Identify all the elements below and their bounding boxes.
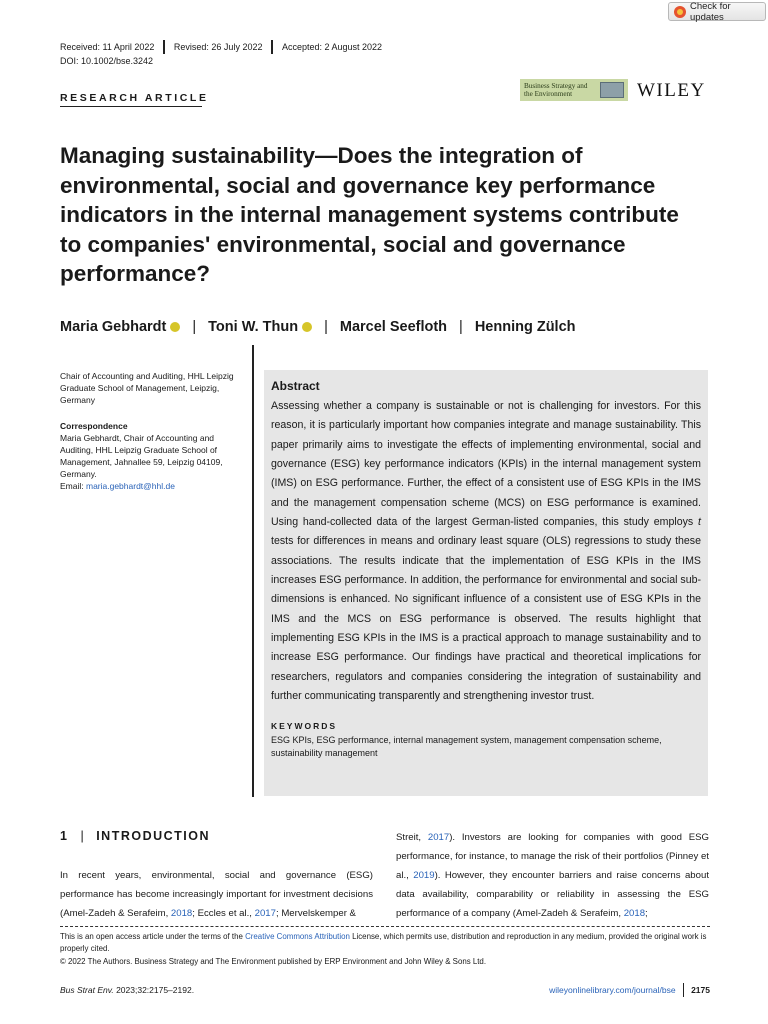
citation-link[interactable]: 2017 bbox=[254, 908, 276, 919]
body-text: Streit, bbox=[396, 832, 428, 843]
author-divider: | bbox=[324, 319, 328, 335]
body-text: ; Eccles et al., bbox=[192, 908, 255, 919]
journal-logo-text: Business Strategy and the Environment bbox=[524, 82, 588, 98]
section-title: INTRODUCTION bbox=[96, 829, 211, 843]
intro-left-column bbox=[60, 866, 373, 923]
footer-divider bbox=[683, 983, 685, 997]
page-footer bbox=[549, 983, 710, 997]
abstract-heading: Abstract bbox=[271, 379, 320, 393]
date-divider bbox=[163, 40, 165, 54]
license-text: This is an open access article under the terms of the bbox=[60, 932, 246, 941]
body-text: ). However, they encounter barriers and raise concerns about data availability, comparability or reliability in assessing the ESG performance of a company (Amel-Zadeh & Serafeim, bbox=[396, 870, 709, 919]
author-info-sidebar bbox=[60, 370, 242, 492]
section-heading bbox=[60, 829, 210, 843]
article-type: RESEARCH ARTICLE bbox=[60, 92, 209, 104]
author-divider: | bbox=[192, 319, 197, 335]
citation-link[interactable]: 2019 bbox=[413, 870, 435, 881]
article-title: Managing sustainability—Does the integration of environmental, social and governance key performance indicators in the internal management systems contribute to companies' environmental, social and governance performance? bbox=[60, 143, 679, 286]
email-link[interactable]: maria.gebhardt@hhl.de bbox=[85, 481, 175, 491]
orcid-icon[interactable] bbox=[302, 322, 312, 332]
article-dates bbox=[60, 40, 382, 54]
orcid-icon[interactable] bbox=[170, 322, 180, 332]
license-divider bbox=[60, 926, 710, 927]
keywords-heading: KEYWORDS bbox=[271, 720, 338, 731]
abstract-text-part: tests for differences in means and ordinary least square (OLS) regressions to study these associations. The results indicate that the implementation of ESG KPIs in the IMS increases ESG performance. In addition, the performance for environmental and social sub-dimensions is enhanced. No significant influence of a consistent use of ESG KPIs in the IMS and the MCS on ESG performance is observed. The results highlight that implementing ESG KPIs in the IMS is a practical approach to manage sustainability and to increase ESG performance. Our findings have practical and theoretical implications for researchers, regulators and companies considering the integration of sustainability and further communicating transparently and strengthening investor trust. bbox=[271, 535, 701, 703]
doi: DOI: 10.1002/bse.3242 bbox=[60, 56, 154, 66]
license-text: License, which permits use, distribution and reproduction in any medium, provided the original work is properly cited. bbox=[60, 932, 707, 954]
author-divider: | bbox=[459, 319, 463, 335]
crossmark-icon bbox=[674, 6, 686, 18]
license-line bbox=[60, 931, 710, 956]
intro-right-column bbox=[396, 828, 709, 923]
citation-link[interactable]: 2018 bbox=[623, 908, 646, 919]
section-number: 1 bbox=[60, 829, 69, 843]
journal-logo-image bbox=[600, 82, 624, 98]
citation-footer bbox=[60, 985, 194, 995]
keywords-text: ESG KPIs, ESG performance, internal management system, management compensation scheme, sustainability management bbox=[271, 734, 662, 758]
correspondence-heading: Correspondence bbox=[60, 421, 128, 431]
author-name[interactable]: Maria Gebhardt bbox=[60, 319, 167, 335]
abstract-box bbox=[264, 370, 708, 796]
publisher-logo[interactable]: WILEY bbox=[637, 80, 706, 101]
section-divider: | bbox=[80, 829, 86, 843]
body-text: In recent years, environmental, social and governance (ESG) performance has become increasingly important for investment decisions (Amel-Zadeh & Serafeim, bbox=[60, 870, 373, 919]
abstract-text bbox=[271, 397, 701, 707]
body-text: ; Mervelskemper & bbox=[275, 908, 356, 919]
journal-logo[interactable] bbox=[520, 79, 628, 101]
email-label: Email: bbox=[60, 481, 86, 491]
email-line bbox=[60, 480, 242, 492]
journal-abbrev: Bus Strat Env. bbox=[60, 985, 114, 995]
sidebar-divider bbox=[252, 345, 254, 797]
date-divider bbox=[271, 40, 273, 54]
correspondence-text: Maria Gebhardt, Chair of Accounting and Auditing, HHL Leipzig Graduate School of Management, Jahnallee 59, Leipzig 04109, Germany. bbox=[60, 433, 223, 479]
page-number: 2175 bbox=[691, 985, 710, 995]
creative-commons-link[interactable]: Creative Commons Attribution bbox=[245, 932, 350, 941]
body-text: ; bbox=[645, 908, 648, 919]
copyright-line: © 2022 The Authors. Business Strategy and The Environment published by ERP Environment and John Wiley & Sons Ltd. bbox=[60, 956, 487, 966]
author-name[interactable]: Marcel Seefloth bbox=[339, 319, 448, 335]
affiliation: Chair of Accounting and Auditing, HHL Leipzig Graduate School of Management, Leipzig, Germany bbox=[60, 371, 234, 405]
author-name[interactable]: Henning Zülch bbox=[474, 319, 576, 335]
check-for-updates-button[interactable] bbox=[668, 2, 766, 21]
abstract-text-part: Assessing whether a company is sustainable or not is challenging for investors. For this reason, it is particularly important how companies integrate and manage sustainability. This paper primarily aims to investigate the effects of implementing environmental, social and governance (ESG) key performance indicators (KPIs) in the internal management system (IMS) on ESG performance. Further, the effect of a consistent use of ESG KPIs in the IMS and the management compensation scheme (MCS) on ESG performance is examined. Using hand-collected data of the largest German-listed companies, this study employs bbox=[271, 400, 701, 529]
author-list bbox=[60, 319, 576, 335]
citation-details: 2023;32:2175–2192. bbox=[113, 985, 195, 995]
journal-url-link[interactable]: wileyonlinelibrary.com/journal/bse bbox=[549, 985, 676, 995]
accepted-date: Accepted: 2 August 2022 bbox=[281, 42, 383, 52]
body-text: ). Investors are looking for companies with good ESG performance, for instance, to manage the risk of their portfolios (Pinney et al., bbox=[396, 832, 709, 881]
article-type-underline bbox=[60, 106, 202, 107]
t-test-symbol: t bbox=[698, 516, 701, 529]
citation-link[interactable]: 2018 bbox=[170, 908, 193, 919]
author-name[interactable]: Toni W. Thun bbox=[208, 319, 299, 335]
check-for-updates-label: Check for updates bbox=[690, 0, 731, 23]
revised-date: Revised: 26 July 2022 bbox=[173, 42, 263, 52]
license-notice bbox=[60, 931, 710, 968]
received-date: Received: 11 April 2022 bbox=[60, 42, 155, 52]
citation-link[interactable]: 2017 bbox=[427, 832, 450, 843]
